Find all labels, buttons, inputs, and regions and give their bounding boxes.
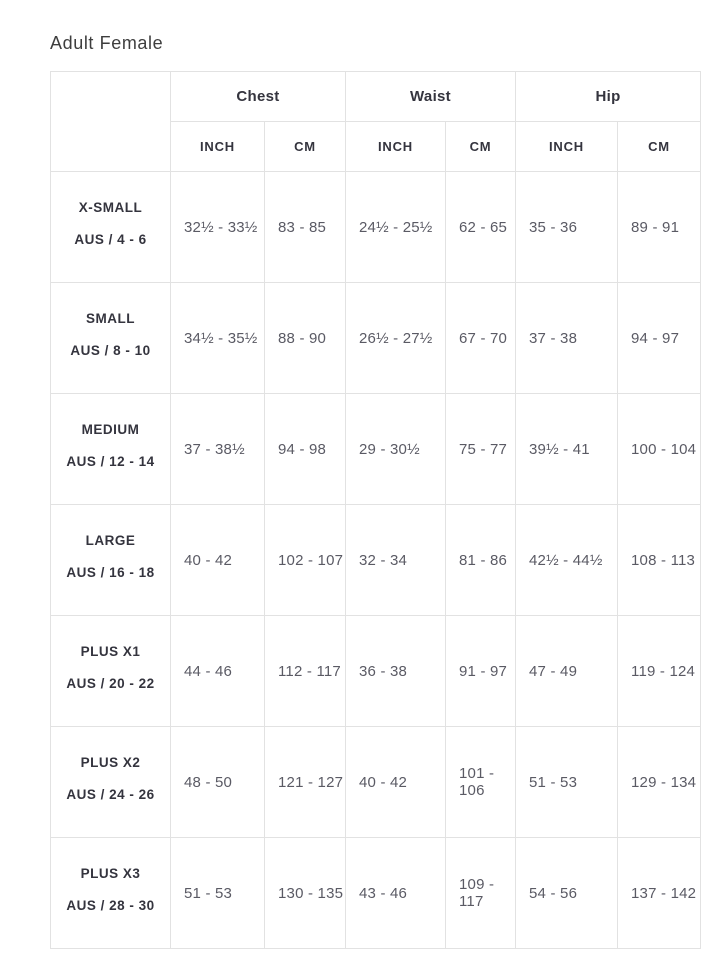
chest-inch-cell: 34½ - 35½: [171, 283, 265, 394]
chest-cm-cell: 121 - 127: [265, 727, 346, 838]
waist-inch-header: INCH: [346, 122, 446, 172]
waist-cm-cell: 101 - 106: [446, 727, 516, 838]
size-label-cell: [51, 727, 171, 838]
size-aus: AUS / 8 - 10: [70, 342, 151, 358]
chest-inch-cell: 37 - 38½: [171, 394, 265, 505]
size-label-cell: [51, 505, 171, 616]
hip-cm-cell: 100 - 104: [618, 394, 701, 505]
page-title: Adult Female: [50, 33, 164, 53]
chest-cm-cell: 102 - 107: [265, 505, 346, 616]
chest-inch-cell: 44 - 46: [171, 616, 265, 727]
corner-cell: [51, 72, 171, 172]
table-row-plus-x3: [51, 838, 701, 949]
table-row-plus-x1: [51, 616, 701, 727]
column-group-hip: Hip: [516, 72, 701, 122]
waist-inch-cell: 26½ - 27½: [346, 283, 446, 394]
waist-cm-header: CM: [446, 122, 516, 172]
size-chart-table: [50, 71, 701, 949]
size-label-cell: [51, 616, 171, 727]
waist-inch-cell: 29 - 30½: [346, 394, 446, 505]
waist-inch-cell: 24½ - 25½: [346, 172, 446, 283]
hip-inch-cell: 54 - 56: [516, 838, 618, 949]
size-label-cell: [51, 172, 171, 283]
table-row-small: [51, 283, 701, 394]
size-aus: AUS / 12 - 14: [66, 453, 155, 469]
table-row-x-small: [51, 172, 701, 283]
chest-cm-cell: 88 - 90: [265, 283, 346, 394]
chest-inch-header: INCH: [171, 122, 265, 172]
chest-inch-cell: 48 - 50: [171, 727, 265, 838]
chest-cm-cell: 112 - 117: [265, 616, 346, 727]
column-group-chest: Chest: [171, 72, 346, 122]
hip-inch-cell: 37 - 38: [516, 283, 618, 394]
waist-inch-cell: 40 - 42: [346, 727, 446, 838]
size-aus: AUS / 28 - 30: [66, 897, 155, 913]
size-aus: AUS / 24 - 26: [66, 786, 155, 802]
table-row-plus-x2: [51, 727, 701, 838]
hip-inch-cell: 47 - 49: [516, 616, 618, 727]
table-row-large: [51, 505, 701, 616]
chest-inch-cell: 51 - 53: [171, 838, 265, 949]
waist-cm-cell: 67 - 70: [446, 283, 516, 394]
chest-cm-cell: 83 - 85: [265, 172, 346, 283]
hip-cm-cell: 108 - 113: [618, 505, 701, 616]
column-group-waist: Waist: [346, 72, 516, 122]
chest-inch-cell: 40 - 42: [171, 505, 265, 616]
size-aus: AUS / 20 - 22: [66, 675, 155, 691]
size-aus: AUS / 4 - 6: [74, 231, 147, 247]
size-name: LARGE: [85, 532, 136, 548]
hip-inch-header: INCH: [516, 122, 618, 172]
size-label-cell: [51, 394, 171, 505]
size-name: MEDIUM: [81, 421, 140, 437]
hip-cm-cell: 119 - 124: [618, 616, 701, 727]
hip-inch-cell: 42½ - 44½: [516, 505, 618, 616]
hip-cm-cell: 94 - 97: [618, 283, 701, 394]
size-label-cell: [51, 838, 171, 949]
hip-cm-header: CM: [618, 122, 701, 172]
size-name: PLUS X2: [80, 754, 141, 770]
hip-inch-cell: 51 - 53: [516, 727, 618, 838]
table-row-medium: [51, 394, 701, 505]
size-aus: AUS / 16 - 18: [66, 564, 155, 580]
size-name: PLUS X1: [80, 643, 141, 659]
hip-inch-cell: 35 - 36: [516, 172, 618, 283]
hip-inch-cell: 39½ - 41: [516, 394, 618, 505]
waist-inch-cell: 32 - 34: [346, 505, 446, 616]
waist-cm-cell: 75 - 77: [446, 394, 516, 505]
chest-cm-cell: 130 - 135: [265, 838, 346, 949]
size-name: SMALL: [86, 310, 135, 326]
hip-cm-cell: 89 - 91: [618, 172, 701, 283]
waist-cm-cell: 81 - 86: [446, 505, 516, 616]
size-label-cell: [51, 283, 171, 394]
waist-inch-cell: 36 - 38: [346, 616, 446, 727]
chest-cm-cell: 94 - 98: [265, 394, 346, 505]
waist-inch-cell: 43 - 46: [346, 838, 446, 949]
chest-inch-cell: 32½ - 33½: [171, 172, 265, 283]
size-name: X-SMALL: [78, 199, 143, 215]
size-name: PLUS X3: [80, 865, 141, 881]
hip-cm-cell: 137 - 142: [618, 838, 701, 949]
waist-cm-cell: 109 - 117: [446, 838, 516, 949]
group-header-row: [51, 72, 701, 122]
waist-cm-cell: 91 - 97: [446, 616, 516, 727]
chest-cm-header: CM: [265, 122, 346, 172]
waist-cm-cell: 62 - 65: [446, 172, 516, 283]
hip-cm-cell: 129 - 134: [618, 727, 701, 838]
